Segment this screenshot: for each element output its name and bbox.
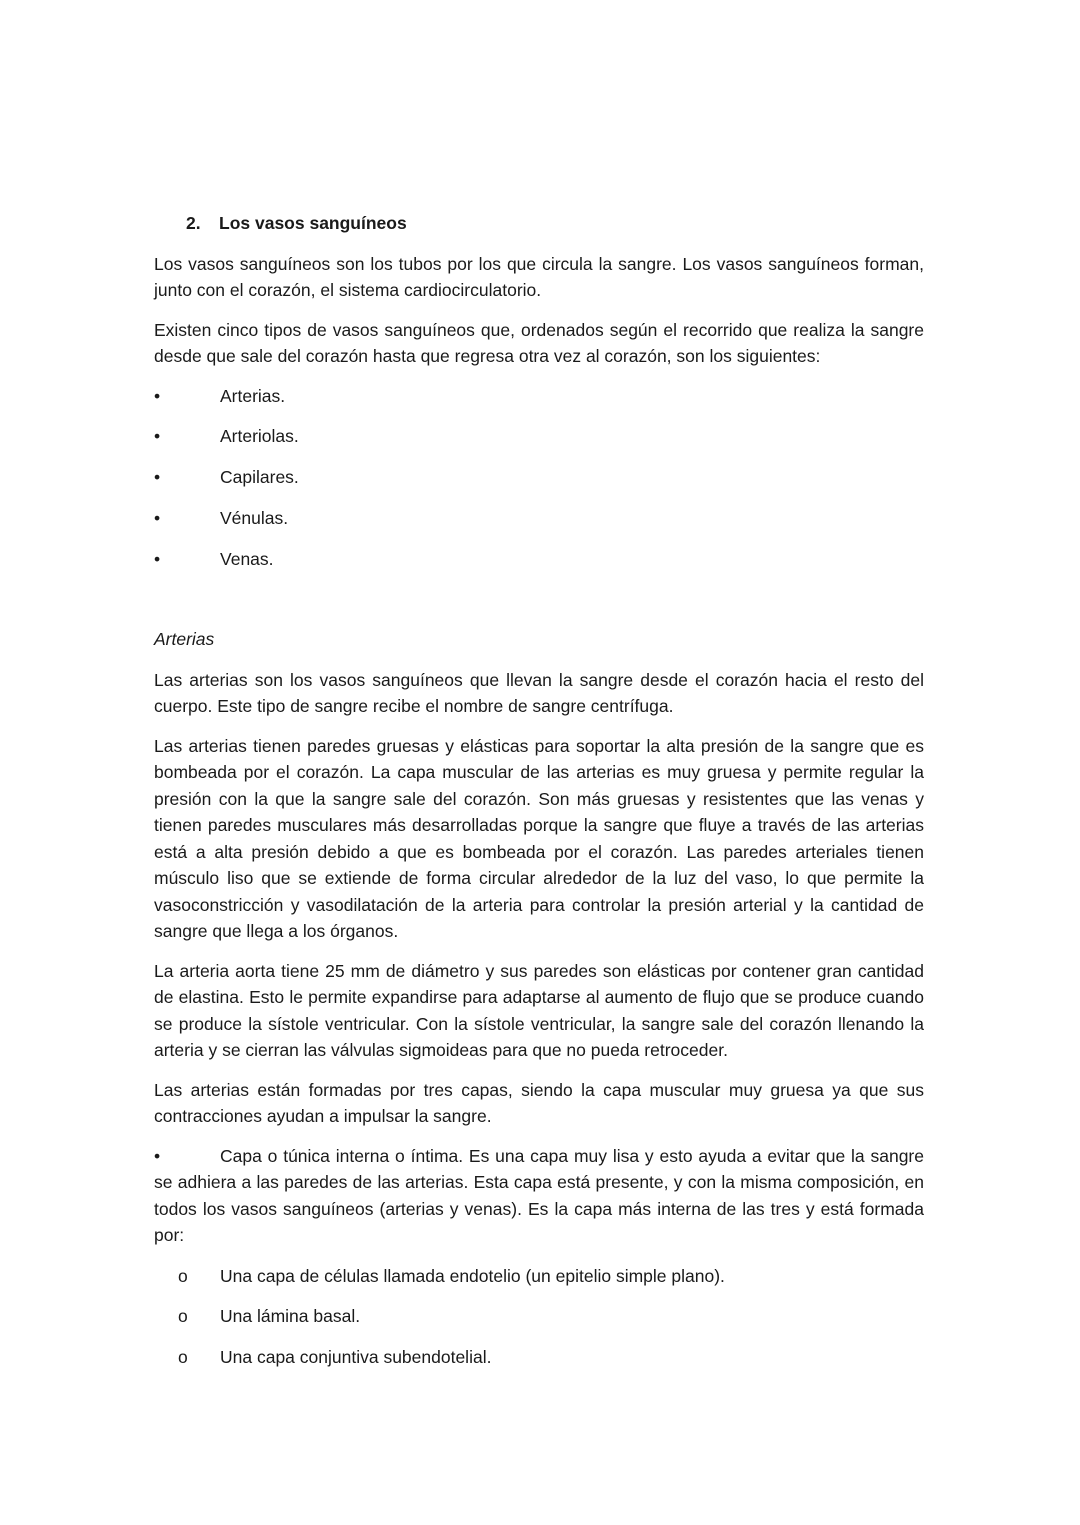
bullet-icon: • [154, 385, 161, 406]
list-item [154, 1303, 924, 1330]
intro-paragraph: Existen cinco tipos de vasos sanguíneos que, ordenados según el recorrido que realiza la sangre desde que sale del corazón hasta que regresa otra vez al corazón, son los siguientes: [154, 319, 924, 366]
list-item-label: Una lámina basal. [220, 1306, 361, 1327]
section-title: Los vasos sanguíneos [219, 213, 407, 233]
document-page [154, 210, 924, 1385]
bullet-icon: • [154, 467, 161, 488]
layer-components-list [154, 1263, 924, 1371]
list-item [154, 546, 924, 573]
list-item-label: Una capa conjuntiva subendotelial. [220, 1347, 492, 1368]
list-item-label: Arteriolas. [220, 426, 299, 447]
list-item [154, 505, 924, 532]
list-item [154, 464, 924, 491]
vessel-types-list [154, 383, 924, 573]
list-item [154, 383, 924, 410]
list-item-label: Vénulas. [220, 507, 289, 528]
section-number: 2. [186, 213, 201, 233]
hollow-bullet-icon: o [178, 1306, 188, 1327]
layer-bullet-item [154, 1143, 924, 1249]
list-item [154, 1344, 924, 1371]
layer-item-text: Capa o túnica interna o íntima. Es una capa muy lisa y esto ayuda a evitar que la sangre se adhiera a las paredes de las arterias. Esta capa está presente, y con la misma composición, en todos los vasos sanguíneos (arterias y venas). Es la capa más interna de las tres y está formada por: [154, 1145, 924, 1246]
section-heading [154, 210, 924, 237]
list-item [154, 423, 924, 450]
list-item-label: Capilares. [220, 467, 299, 488]
hollow-bullet-icon: o [178, 1265, 188, 1286]
hollow-bullet-icon: o [178, 1347, 188, 1368]
body-paragraph: Las arterias están formadas por tres capas, siendo la capa muscular muy gruesa ya que sus contracciones ayudan a impulsar la sangre. [154, 1079, 924, 1127]
list-item-label: Una capa de células llamada endotelio (un epitelio simple plano). [220, 1265, 725, 1286]
intro-paragraph: Los vasos sanguíneos son los tubos por los que circula la sangre. Los vasos sanguíneos forman, junto con el corazón, el sistema cardiocirculatorio. [154, 253, 924, 300]
body-paragraph: La arteria aorta tiene 25 mm de diámetro y sus paredes son elásticas por contener gran cantidad de elastina. Esto le permite expandirse para adaptarse al aumento de flujo que se produce cuando se produce la sístole ventricular. Con la sístole ventricular, la sangre sale del corazón llenando la arteria y se cierran las válvulas sigmoideas para que no pueda retroceder. [154, 960, 924, 1061]
body-paragraph: Las arterias tienen paredes gruesas y elásticas para soportar la alta presión de la sangre que es bombeada por el corazón. La capa muscular de las arterias es muy gruesa y permite regular la presión con la que la sangre sale del corazón. Son más gruesas y resistentes que las venas y tienen paredes musculares más desarrolladas porque la sangre que fluye a través de las arterias está a alta presión debido a que es bombeada por el corazón. Las paredes arteriales tienen músculo liso que se extiende de forma circular alrededor de la luz del vaso, lo que permite la vasoconstricción y vasodilatación de la arteria para controlar la presión arterial y la cantidad de sangre que llega a los órganos. [154, 735, 924, 942]
bullet-icon: • [154, 507, 161, 528]
subsection-heading: Arterias [154, 629, 215, 650]
list-item-label: Arterias. [220, 385, 286, 406]
list-item-label: Venas. [220, 548, 274, 569]
bullet-icon: • [154, 426, 161, 447]
body-paragraph: Las arterias son los vasos sanguíneos que llevan la sangre desde el corazón hacia el resto del cuerpo. Este tipo de sangre recibe el nombre de sangre centrífuga. [154, 669, 924, 717]
list-item [154, 1263, 924, 1290]
bullet-icon: • [154, 548, 161, 569]
bullet-icon: • [154, 1145, 161, 1166]
